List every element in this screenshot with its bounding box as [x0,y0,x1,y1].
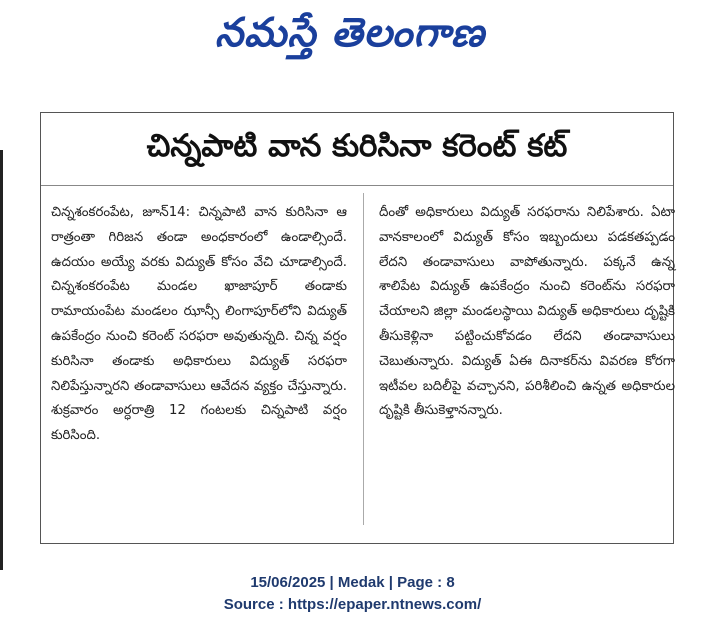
article-clipping [40,112,674,544]
footer-source-link[interactable]: Source : https://epaper.ntnews.com/ [223,596,482,613]
footer-date-edition-page: 15/06/2025 | Medak | Page : 8 [250,574,455,591]
newspaper-masthead: నమస్తే తెలంగాణ [214,10,486,56]
page-edge-bar [0,150,3,570]
article-column-2: దీంతో అధికారులు విద్యుత్ సరఫరాను నిలిపేశారు. ఏటా వానకాలంలో విద్యుత్ కోసం ఇబ్బందులు పడకతప్పడం లేదని తండావాసులు వాపోతున్నారు. పక్కనే ఉన్న శాలిపేట విద్యుత్ ఉపకేంద్రం నుంచి కరెంట్‌ను సరఫరా చేయాలని జిల్లా మండలస్థాయి విద్యుత్ అధికారులు దృష్టికి తీసుకెళ్లినా పట్టించుకోవడం లేదని తండావాసులు చెబుతున్నారు. విద్యుత్ ఏఈ దినాకర్‌ను వివరణ కోరగా ఇటీవల బదిలీపై వచ్చానని, పరిశీలించి ఉన్నత అధికారుల దృష్టికి తీసుకెళ్తానన్నారు. [379,205,675,419]
article-column-1: చిన్నశంకరంపేట, జూన్14: చిన్నపాటి వాన కురిసినా ఆ రాత్రంతా గిరిజన తండా అంధకారంలో ఉండాల్సిందే. ఉదయం అయ్యే వరకు విద్యుత్ కోసం వేచి చూడాల్సిందే. చిన్నశంకరంపేట మండల ఖాజాపూర్ తండాకు రామాయంపేట మండలం ఝాన్సీ లింగాపూర్‌లోని విద్యుత్ ఉపకేంద్రం నుంచి కరెంట్ సరఫరా అవుతున్నది. చిన్న వర్షం కురిసినా తండాకు అధికారులు విద్యుత్ సరఫరా నిలిపేస్తున్నారని తండావాసులు ఆవేదన వ్యక్తం చేస్తున్నారు. శుక్రవారం అర్ధరాత్రి 12 గంటలకు చిన్నపాటి వర్షం కురిసింది. [51,205,347,444]
article-headline: చిన్నపాటి వాన కురిసినా కరెంట్ కట్ [41,113,673,186]
column-divider [363,193,364,525]
